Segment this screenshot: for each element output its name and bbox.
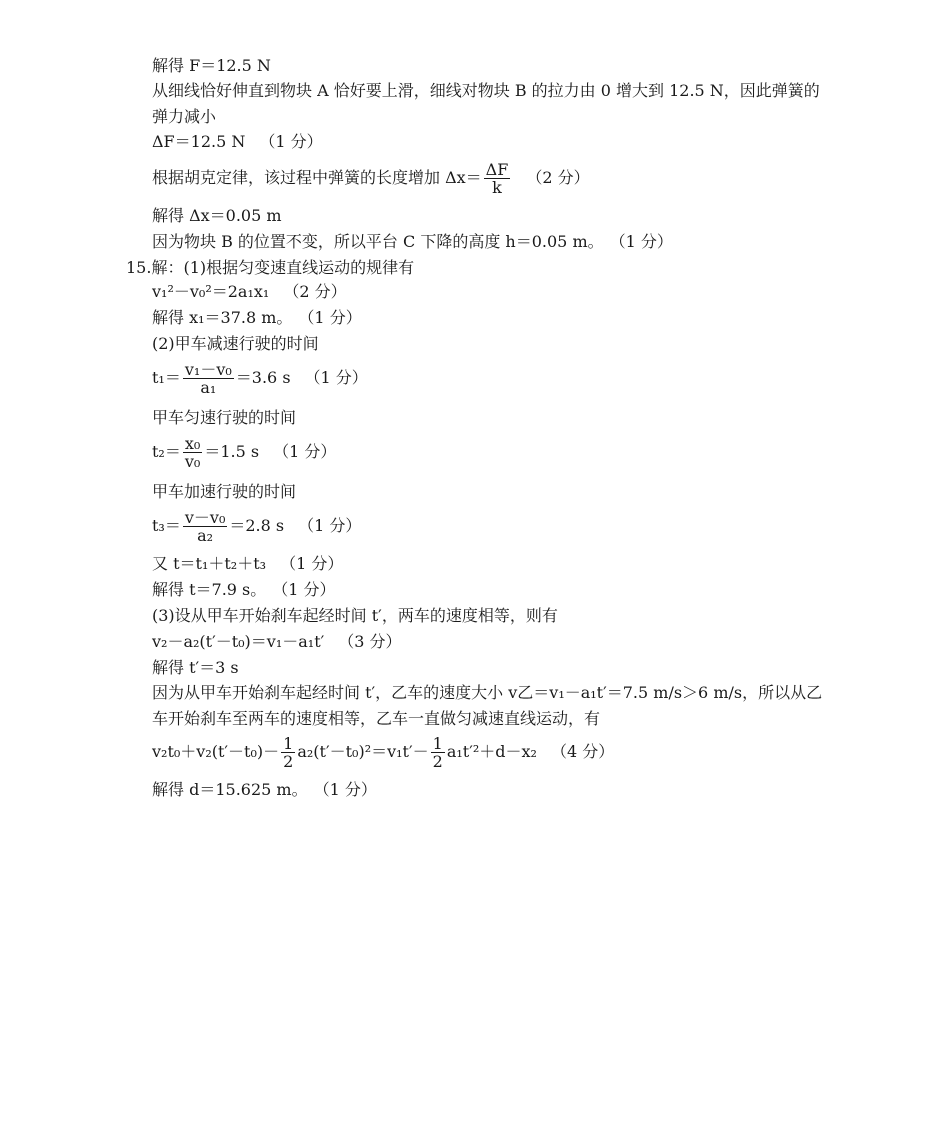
solve-f-text: 解得 F＝12.5 N <box>152 56 271 75</box>
score-mark: （1 分） <box>304 368 368 387</box>
part2-heading-text: (2)甲车减速行驶的时间 <box>152 334 319 353</box>
platform-drop-text: 因为物块 B 的位置不变，所以平台 C 下降的高度 h＝0.05 m。 <box>152 232 604 251</box>
t1-equation <box>152 360 368 396</box>
score-mark: （1 分） <box>273 442 337 461</box>
fraction-denominator: k <box>492 178 502 197</box>
solve-t-text: 解得 t＝7.9 s。 <box>152 580 267 599</box>
solve-t-line <box>152 580 336 600</box>
score-mark: （1 分） <box>617 232 673 251</box>
question-15-header <box>126 258 414 278</box>
t3-lhs: t₃＝ <box>152 516 181 535</box>
score-mark: （1 分） <box>280 554 344 573</box>
displacement-part-a: v₂t₀＋v₂(t′－t₀)－ <box>152 742 280 761</box>
solve-f-line <box>152 56 271 76</box>
score-mark: （1 分） <box>321 780 377 799</box>
score-mark: （1 分） <box>259 132 323 151</box>
score-mark: （1 分） <box>280 580 336 599</box>
fraction-denominator: v₀ <box>184 452 201 471</box>
fraction-denominator: 2 <box>283 752 294 771</box>
fraction-numerator: 1 <box>432 734 443 753</box>
total-time-text: 又 t＝t₁＋t₂＋t₃ <box>152 554 267 573</box>
t2-equation <box>152 434 336 470</box>
t2-lhs: t₂＝ <box>152 442 181 461</box>
fraction-denominator: 2 <box>432 752 443 771</box>
fraction <box>183 509 228 544</box>
car-b-speed-text: 因为从甲车开始刹车起经时间 t′，乙车的速度大小 v乙＝v₁－a₁t′＝7.5 m/s＞6 m/s，所以从乙车开始刹车至两车的速度相等，乙车一直做匀减速直线运动，有 <box>152 683 823 728</box>
part3-heading <box>152 606 558 626</box>
score-mark: （1 分） <box>298 516 362 535</box>
delta-f-text: ΔF＝12.5 N <box>152 132 246 151</box>
uniform-time-text: 甲车匀速行驶的时间 <box>152 408 297 427</box>
question-15-intro: 解：(1)根据匀变速直线运动的规律有 <box>151 258 415 277</box>
car-b-speed-explanation <box>152 680 832 732</box>
fraction-numerator: v₁－v₀ <box>184 360 232 379</box>
kinematics-equation-text: v₁²－v₀²＝2a₁x₁ <box>152 282 270 301</box>
t2-rhs: ＝1.5 s <box>204 442 260 461</box>
part2-heading <box>152 334 319 354</box>
displacement-part-c: a₁t′²＋d－x₂ <box>446 742 537 761</box>
solve-d-line <box>152 780 377 800</box>
t3-rhs: ＝2.8 s <box>229 516 285 535</box>
solve-d-text: 解得 d＝15.625 m。 <box>152 780 308 799</box>
question-number: 15. <box>126 258 152 277</box>
delta-f-line <box>152 132 323 152</box>
accel-time-text: 甲车加速行驶的时间 <box>152 482 297 501</box>
fraction <box>183 435 202 470</box>
kinematics-equation <box>152 282 347 302</box>
fraction-numerator: ΔF <box>485 160 509 179</box>
solve-dx-text: 解得 Δx＝0.05 m <box>152 206 282 225</box>
fraction-numerator: x₀ <box>183 435 202 453</box>
fraction <box>484 161 511 196</box>
hooke-law-line <box>152 160 590 196</box>
t3-equation <box>152 508 361 544</box>
fraction-denominator: a₂ <box>197 526 214 545</box>
solve-dx-line <box>152 206 282 226</box>
fraction-numerator: v－v₀ <box>184 508 226 527</box>
tension-explanation <box>152 78 832 130</box>
solve-t-prime-line <box>152 658 239 678</box>
fraction <box>183 361 234 396</box>
hooke-law-text: 根据胡克定律，该过程中弹簧的长度增加 Δx＝ <box>152 168 482 187</box>
accel-time-heading <box>152 482 296 502</box>
score-mark: （2 分） <box>526 168 590 187</box>
tension-explanation-text: 从细线恰好伸直到物块 A 恰好要上滑，细线对物块 B 的拉力由 0 增大到 12.5 N，因此弹簧的弹力减小 <box>152 81 820 126</box>
displacement-equation <box>152 734 614 770</box>
fraction-denominator: a₁ <box>200 378 217 397</box>
uniform-time-heading <box>152 408 296 428</box>
part3-heading-text: (3)设从甲车开始刹车起经时间 t′，两车的速度相等，则有 <box>152 606 558 625</box>
t1-rhs: ＝3.6 s <box>235 368 291 387</box>
total-time-equation <box>152 554 343 574</box>
displacement-part-b: a₂(t′－t₀)²＝v₁t′－ <box>297 742 429 761</box>
solve-t-prime-text: 解得 t′＝3 s <box>152 658 239 677</box>
equal-speed-text: v₂－a₂(t′－t₀)＝v₁－a₁t′ <box>152 632 325 651</box>
equal-speed-equation <box>152 632 402 652</box>
score-mark: （4 分） <box>550 742 615 761</box>
t1-lhs: t₁＝ <box>152 368 181 387</box>
fraction <box>431 735 445 770</box>
solve-x1-text: 解得 x₁＝37.8 m。 <box>152 308 293 327</box>
score-mark: （1 分） <box>306 308 362 327</box>
platform-drop-line <box>152 232 673 252</box>
fraction-numerator: 1 <box>283 734 294 753</box>
score-mark: （2 分） <box>283 282 347 301</box>
fraction <box>281 735 295 770</box>
score-mark: （3 分） <box>338 632 402 651</box>
solve-x1-line <box>152 308 362 328</box>
